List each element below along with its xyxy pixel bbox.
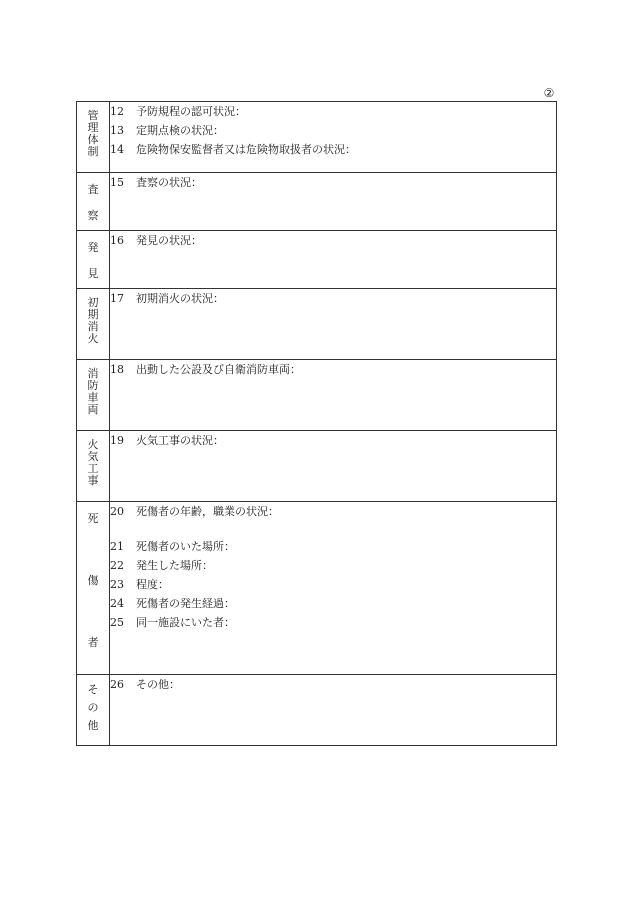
item-number: 22	[110, 559, 124, 572]
item-number: 23	[110, 578, 124, 591]
item-number: 12	[110, 105, 124, 118]
section-content-hot-work	[110, 431, 557, 502]
section-label-initial-extinguishing	[77, 289, 110, 360]
list-item	[110, 360, 556, 379]
section-content-fire-vehicles	[110, 360, 557, 431]
item-number: 25	[110, 616, 124, 629]
page-number-mark: ②	[543, 86, 555, 100]
item-number: 21	[110, 540, 124, 553]
list-item	[110, 556, 556, 575]
list-item	[110, 575, 556, 594]
list-item	[110, 102, 556, 121]
section-label-text: 査察	[87, 183, 99, 222]
list-item	[110, 537, 556, 556]
list-item	[110, 289, 556, 308]
list-item	[110, 613, 556, 632]
item-text: 死傷者の年齢，職業の状況：	[136, 505, 279, 518]
item-text: 同一施設にいた者：	[136, 616, 235, 629]
item-text: 発生した場所：	[136, 559, 213, 572]
list-item	[110, 231, 556, 250]
spacer	[110, 521, 556, 537]
item-number: 20	[110, 505, 124, 518]
list-item	[110, 173, 556, 192]
section-label-text: 初期消火	[87, 296, 99, 345]
section-content-inspection	[110, 173, 557, 231]
item-text: 査察の状況：	[136, 176, 202, 189]
item-text: 初期消火の状況：	[136, 292, 224, 305]
item-number: 24	[110, 597, 124, 610]
item-number: 19	[110, 434, 124, 447]
item-text: 死傷者の発生経過：	[136, 597, 235, 610]
section-row-initial-extinguishing	[77, 289, 557, 360]
item-number: 16	[110, 234, 124, 247]
list-item	[110, 675, 556, 694]
list-item	[110, 121, 556, 140]
section-content-other	[110, 675, 557, 746]
section-row-other	[77, 675, 557, 746]
section-row-inspection	[77, 173, 557, 231]
item-text: 死傷者のいた場所：	[136, 540, 235, 553]
list-item	[110, 502, 556, 521]
item-number: 26	[110, 678, 124, 691]
section-label-text: 発見	[87, 241, 99, 280]
section-row-casualties	[77, 502, 557, 675]
section-label-text: 管理体制	[87, 109, 99, 158]
item-text: 程度：	[136, 578, 169, 591]
incident-report-form	[76, 101, 557, 746]
section-row-management	[77, 102, 557, 173]
section-label-text: その他	[87, 683, 99, 732]
section-label-other	[77, 675, 110, 746]
section-content-management	[110, 102, 557, 173]
item-text: その他：	[136, 678, 180, 691]
list-item	[110, 594, 556, 613]
section-row-fire-vehicles	[77, 360, 557, 431]
item-text: 危険物保安監督者又は危険物取扱者の状況：	[136, 143, 356, 156]
section-content-initial-extinguishing	[110, 289, 557, 360]
item-number: 17	[110, 292, 124, 305]
item-text: 発見の状況：	[136, 234, 202, 247]
section-row-hot-work	[77, 431, 557, 502]
section-content-discovery	[110, 231, 557, 289]
section-label-discovery	[77, 231, 110, 289]
item-number: 18	[110, 363, 124, 376]
section-label-fire-vehicles	[77, 360, 110, 431]
section-label-text: 死傷者	[87, 512, 99, 649]
section-row-discovery	[77, 231, 557, 289]
list-item	[110, 431, 556, 450]
item-text: 予防規程の認可状況：	[136, 105, 246, 118]
section-label-text: 消防車両	[87, 367, 99, 416]
item-text: 火気工事の状況：	[136, 434, 224, 447]
section-label-text: 火気工事	[87, 438, 99, 487]
section-content-casualties	[110, 502, 557, 675]
list-item	[110, 140, 556, 159]
item-number: 15	[110, 176, 124, 189]
item-text: 定期点検の状況：	[136, 124, 224, 137]
item-text: 出動した公設及び自衛消防車両：	[136, 363, 301, 376]
item-number: 14	[110, 143, 124, 156]
section-label-casualties	[77, 502, 110, 675]
section-label-management	[77, 102, 110, 173]
section-label-inspection	[77, 173, 110, 231]
item-number: 13	[110, 124, 124, 137]
